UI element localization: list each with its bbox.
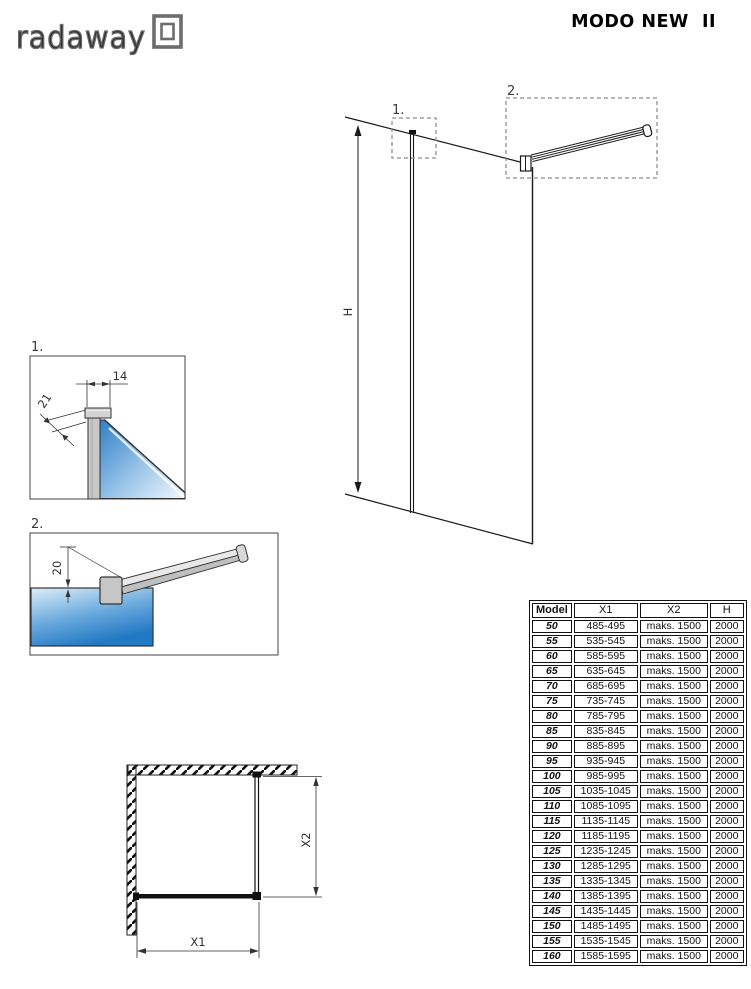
value-cell: 2000 bbox=[710, 875, 744, 888]
plan-dim-x1-label: X1 bbox=[190, 935, 206, 949]
marker1-label: 1. bbox=[392, 103, 405, 118]
model-cell: 105 bbox=[532, 785, 572, 798]
model-cell: 125 bbox=[532, 845, 572, 858]
value-cell: 585-595 bbox=[574, 650, 638, 663]
value-cell: 2000 bbox=[710, 695, 744, 708]
detail2-glass bbox=[31, 588, 153, 646]
plan-view-diagram bbox=[110, 750, 340, 965]
value-cell: maks. 1500 bbox=[640, 935, 708, 948]
value-cell: 935-945 bbox=[574, 755, 638, 768]
header-x1: X1 bbox=[574, 603, 638, 618]
model-cell: 155 bbox=[532, 935, 572, 948]
table-row bbox=[532, 815, 744, 828]
value-cell: 2000 bbox=[710, 680, 744, 693]
table-row bbox=[532, 950, 744, 963]
value-cell: maks. 1500 bbox=[640, 725, 708, 738]
value-cell: 2000 bbox=[710, 800, 744, 813]
value-cell: 635-645 bbox=[574, 665, 638, 678]
radaway-logo bbox=[14, 8, 194, 58]
value-cell: 2000 bbox=[710, 710, 744, 723]
model-cell: 110 bbox=[532, 800, 572, 813]
table-row bbox=[532, 845, 744, 858]
value-cell: 2000 bbox=[710, 785, 744, 798]
table-body bbox=[532, 620, 744, 963]
support-arm bbox=[531, 124, 652, 161]
model-cell: 140 bbox=[532, 890, 572, 903]
plan-walls bbox=[127, 765, 297, 935]
table-row bbox=[532, 890, 744, 903]
value-cell: maks. 1500 bbox=[640, 680, 708, 693]
model-cell: 160 bbox=[532, 950, 572, 963]
model-cell: 55 bbox=[532, 635, 572, 648]
value-cell: maks. 1500 bbox=[640, 890, 708, 903]
glass-clamp-bracket bbox=[521, 156, 532, 171]
value-cell: maks. 1500 bbox=[640, 620, 708, 633]
wall-profile bbox=[409, 130, 416, 513]
value-cell: maks. 1500 bbox=[640, 875, 708, 888]
value-cell: 985-995 bbox=[574, 770, 638, 783]
value-cell: 835-845 bbox=[574, 725, 638, 738]
model-cell: 75 bbox=[532, 695, 572, 708]
detail2-marker: 2. bbox=[31, 517, 44, 532]
value-cell: 885-895 bbox=[574, 740, 638, 753]
table-row bbox=[532, 620, 744, 633]
value-cell: maks. 1500 bbox=[640, 815, 708, 828]
value-cell: 2000 bbox=[710, 650, 744, 663]
model-cell: 65 bbox=[532, 665, 572, 678]
value-cell: 2000 bbox=[710, 845, 744, 858]
table-row bbox=[532, 680, 744, 693]
value-cell: 1085-1095 bbox=[574, 800, 638, 813]
table-row bbox=[532, 830, 744, 843]
table-row bbox=[532, 725, 744, 738]
table-row bbox=[532, 740, 744, 753]
value-cell: maks. 1500 bbox=[640, 830, 708, 843]
model-cell: 50 bbox=[532, 620, 572, 633]
value-cell: 2000 bbox=[710, 905, 744, 918]
value-cell: maks. 1500 bbox=[640, 755, 708, 768]
value-cell: maks. 1500 bbox=[640, 860, 708, 873]
table-row bbox=[532, 785, 744, 798]
model-cell: 85 bbox=[532, 725, 572, 738]
detail1-dim-14-label: 14 bbox=[112, 369, 128, 383]
plan-dim-x2-label: X2 bbox=[299, 832, 313, 848]
header-model: Model bbox=[532, 603, 572, 618]
logo-text: radaway bbox=[16, 20, 146, 56]
detail2-clamp bbox=[100, 577, 122, 604]
value-cell: 735-745 bbox=[574, 695, 638, 708]
height-dimension bbox=[355, 125, 362, 493]
model-cell: 135 bbox=[532, 875, 572, 888]
model-cell: 95 bbox=[532, 755, 572, 768]
value-cell: maks. 1500 bbox=[640, 905, 708, 918]
value-cell: 1135-1145 bbox=[574, 815, 638, 828]
value-cell: 2000 bbox=[710, 740, 744, 753]
value-cell: 1335-1345 bbox=[574, 875, 638, 888]
value-cell: 1585-1595 bbox=[574, 950, 638, 963]
value-cell: 2000 bbox=[710, 935, 744, 948]
model-cell: 150 bbox=[532, 920, 572, 933]
size-table bbox=[529, 600, 747, 966]
value-cell: 1035-1045 bbox=[574, 785, 638, 798]
value-cell: maks. 1500 bbox=[640, 785, 708, 798]
model-cell: 120 bbox=[532, 830, 572, 843]
value-cell: maks. 1500 bbox=[640, 740, 708, 753]
model-cell: 100 bbox=[532, 770, 572, 783]
value-cell: maks. 1500 bbox=[640, 950, 708, 963]
table-row bbox=[532, 800, 744, 813]
table-row bbox=[532, 770, 744, 783]
value-cell: 1485-1495 bbox=[574, 920, 638, 933]
table-header-row bbox=[532, 603, 744, 618]
value-cell: 2000 bbox=[710, 770, 744, 783]
value-cell: 2000 bbox=[710, 920, 744, 933]
value-cell: 2000 bbox=[710, 815, 744, 828]
value-cell: maks. 1500 bbox=[640, 770, 708, 783]
model-cell: 115 bbox=[532, 815, 572, 828]
value-cell: 1385-1395 bbox=[574, 890, 638, 903]
table-row bbox=[532, 875, 744, 888]
value-cell: 1535-1545 bbox=[574, 935, 638, 948]
plan-dim-x2 bbox=[263, 777, 322, 898]
value-cell: 2000 bbox=[710, 665, 744, 678]
value-cell: 2000 bbox=[710, 755, 744, 768]
value-cell: 2000 bbox=[710, 620, 744, 633]
value-cell: maks. 1500 bbox=[640, 800, 708, 813]
detail-1-diagram bbox=[25, 335, 195, 505]
value-cell: 535-545 bbox=[574, 635, 638, 648]
model-cell: 145 bbox=[532, 905, 572, 918]
marker2-label: 2. bbox=[507, 84, 520, 99]
table-row bbox=[532, 755, 744, 768]
plan-support-arm bbox=[253, 772, 262, 893]
value-cell: 2000 bbox=[710, 830, 744, 843]
height-dimension-label: H bbox=[341, 307, 355, 317]
detail1-marker: 1. bbox=[31, 340, 44, 355]
value-cell: maks. 1500 bbox=[640, 665, 708, 678]
table-row bbox=[532, 935, 744, 948]
plan-dim-x1 bbox=[137, 902, 259, 958]
model-cell: 130 bbox=[532, 860, 572, 873]
page-title: MODO NEW II bbox=[571, 12, 716, 32]
glass-bottom-edge bbox=[345, 494, 533, 544]
model-cell: 70 bbox=[532, 680, 572, 693]
value-cell: maks. 1500 bbox=[640, 650, 708, 663]
value-cell: 2000 bbox=[710, 725, 744, 738]
detail2-dim-20-label: 20 bbox=[50, 560, 64, 576]
table-row bbox=[532, 905, 744, 918]
value-cell: 2000 bbox=[710, 890, 744, 903]
value-cell: maks. 1500 bbox=[640, 710, 708, 723]
value-cell: 785-795 bbox=[574, 710, 638, 723]
model-cell: 60 bbox=[532, 650, 572, 663]
table-row bbox=[532, 635, 744, 648]
detail1-dim-21-label: 21 bbox=[34, 390, 55, 411]
header-h: H bbox=[710, 603, 744, 618]
table-row bbox=[532, 710, 744, 723]
value-cell: maks. 1500 bbox=[640, 635, 708, 648]
table-row bbox=[532, 920, 744, 933]
model-cell: 80 bbox=[532, 710, 572, 723]
value-cell: maks. 1500 bbox=[640, 695, 708, 708]
main-diagram bbox=[335, 80, 670, 565]
value-cell: maks. 1500 bbox=[640, 845, 708, 858]
value-cell: 2000 bbox=[710, 950, 744, 963]
nested-squares-icon bbox=[154, 16, 181, 47]
value-cell: 1185-1195 bbox=[574, 830, 638, 843]
header-x2: X2 bbox=[640, 603, 708, 618]
value-cell: 685-695 bbox=[574, 680, 638, 693]
value-cell: 1235-1245 bbox=[574, 845, 638, 858]
table-row bbox=[532, 695, 744, 708]
value-cell: 485-495 bbox=[574, 620, 638, 633]
arm-wall-mount bbox=[642, 124, 652, 137]
table-row bbox=[532, 650, 744, 663]
glass-top-edge bbox=[345, 117, 524, 163]
value-cell: 2000 bbox=[710, 635, 744, 648]
model-cell: 90 bbox=[532, 740, 572, 753]
value-cell: 1285-1295 bbox=[574, 860, 638, 873]
value-cell: 1435-1445 bbox=[574, 905, 638, 918]
table-row bbox=[532, 665, 744, 678]
table-row bbox=[532, 860, 744, 873]
detail-2-diagram bbox=[25, 512, 285, 660]
value-cell: 2000 bbox=[710, 860, 744, 873]
value-cell: maks. 1500 bbox=[640, 920, 708, 933]
plan-glass-panel bbox=[133, 892, 261, 900]
